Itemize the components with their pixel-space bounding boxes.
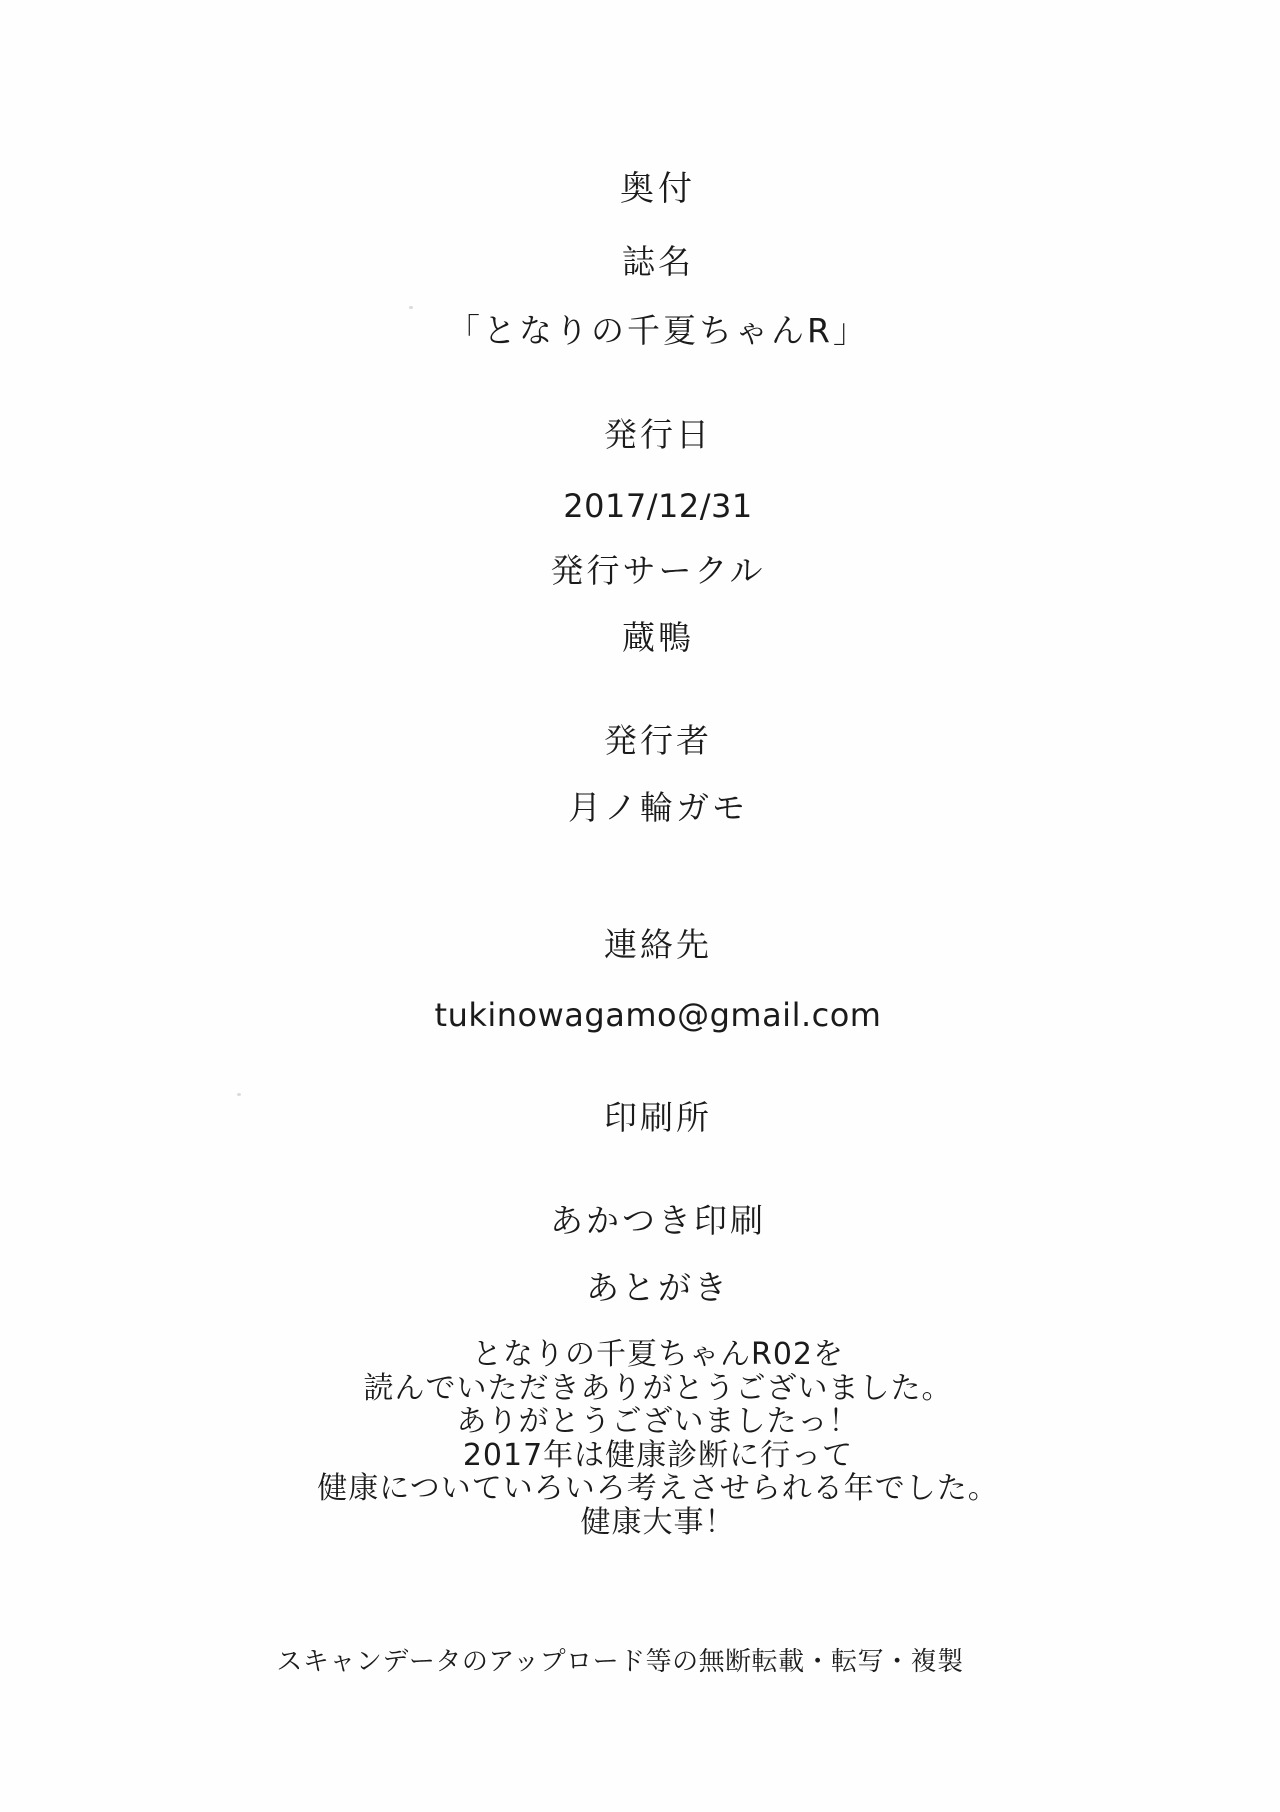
field-value-magazine-name: 「となりの千夏ちゃんR」 bbox=[447, 311, 869, 350]
field-label-printer: 印刷所 bbox=[604, 1098, 712, 1137]
afterword-text bbox=[18, 1338, 1280, 1539]
afterword-line: 健康についていろいろ考えさせられる年でした。 bbox=[317, 1471, 999, 1506]
field-value-printer: あかつき印刷 bbox=[550, 1201, 766, 1240]
scan-speck bbox=[409, 306, 413, 309]
field-label-contact: 連絡先 bbox=[604, 925, 712, 964]
field-value-publisher: 月ノ輪ガモ bbox=[568, 788, 748, 827]
field-label-publisher: 発行者 bbox=[604, 721, 712, 760]
field-label-publication-date: 発行日 bbox=[604, 415, 712, 454]
afterword-line: となりの千夏ちゃんR02を bbox=[471, 1337, 845, 1372]
afterword-line: ありがとうございましたっ！ bbox=[456, 1404, 860, 1439]
field-label-publishing-circle: 発行サークル bbox=[550, 551, 766, 590]
afterword-heading: あとがき bbox=[586, 1268, 730, 1307]
colophon-heading: 奥付 bbox=[620, 169, 696, 209]
afterword-line: 健康大事！ bbox=[580, 1504, 736, 1540]
afterword-line: 2017年は健康診断に行って bbox=[462, 1437, 854, 1473]
field-value-publishing-circle: 蔵鴨 bbox=[622, 618, 694, 657]
text-column bbox=[18, 0, 1280, 1812]
scan-speck bbox=[237, 1093, 241, 1096]
field-label-magazine-name: 誌名 bbox=[622, 242, 694, 281]
field-value-contact-email: tukinowagamo@gmail.com bbox=[434, 996, 882, 1034]
afterword-line: 読んでいただきありがとうございました。 bbox=[363, 1370, 953, 1406]
field-value-publication-date: 2017/12/31 bbox=[563, 487, 753, 525]
no-reupload-notice: スキャンデータのアップロード等の無断転載・転写・複製 bbox=[276, 1647, 964, 1677]
